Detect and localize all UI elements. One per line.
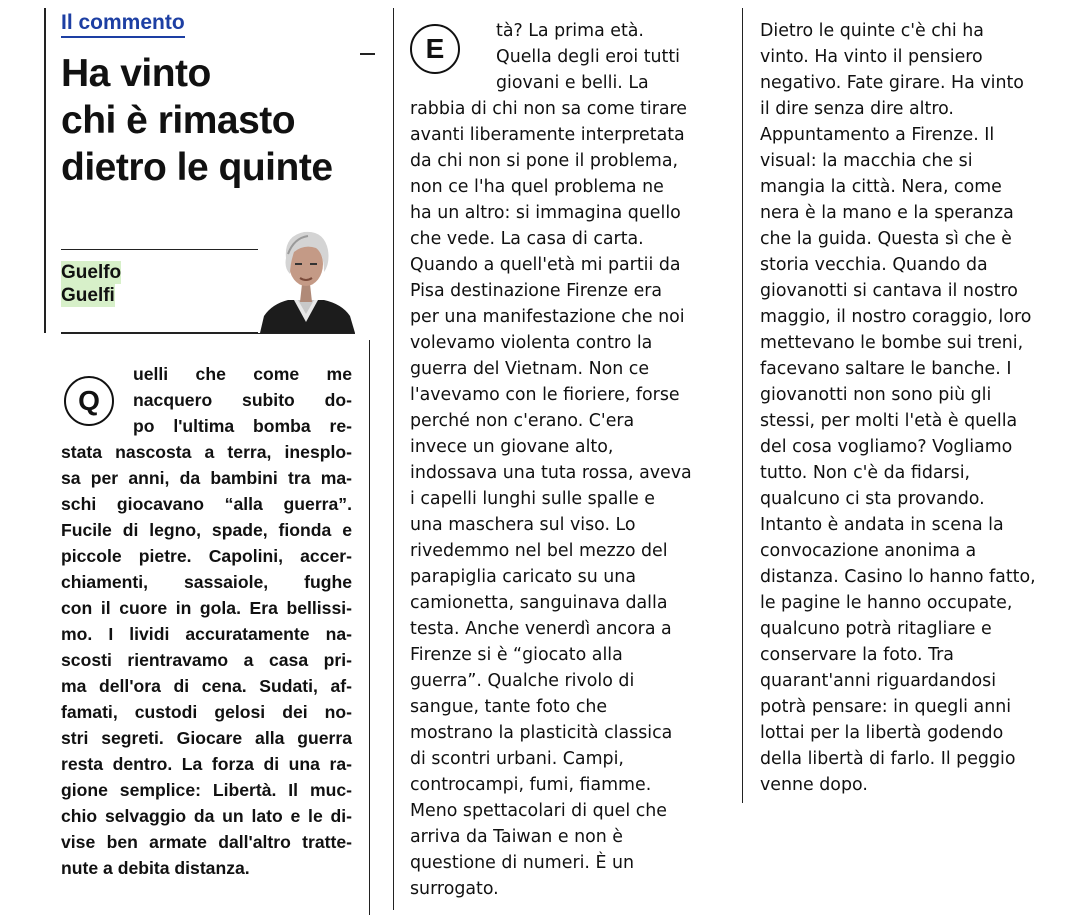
text-line: vinto. Ha vinto il pensiero xyxy=(760,47,983,67)
text-line: sangue, tante foto che xyxy=(410,697,608,717)
text-line: convocazione anonima a xyxy=(760,541,977,561)
text-line: Dietro le quinte c'è chi ha xyxy=(760,21,984,41)
text-line: il dire senza dire altro. xyxy=(760,99,954,119)
text-line: giovanotti non sono più gli xyxy=(760,385,992,405)
text-line: Pisa destinazione Firenze era xyxy=(410,281,663,301)
text-line: questione di numeri. È un xyxy=(410,853,635,873)
text-line: tutto. Non c'è da fidarsi, xyxy=(760,463,971,483)
text-line: rivedemmo nel bel mezzo del xyxy=(410,541,668,561)
text-line: nacquero subito do- xyxy=(133,390,352,410)
text-line: chiamenti, sassaiole, fughe xyxy=(61,572,352,592)
column-divider-3 xyxy=(742,8,743,803)
column-divider-2 xyxy=(393,8,394,910)
headline-line: Ha vinto xyxy=(61,52,211,95)
text-line: famati, custodi gelosi dei no- xyxy=(61,702,352,722)
text-line: Quella degli eroi tutti xyxy=(496,47,681,67)
text-line: stessi, per molti l'età è quella xyxy=(760,411,1018,431)
text-line: mangia la città. Nera, come xyxy=(760,177,1002,197)
header-dash xyxy=(360,53,375,55)
author-last-name: Guelfi xyxy=(61,285,115,306)
text-line: i capelli lunghi sulle spalle e xyxy=(410,489,655,509)
text-line: sa per anni, da bambini tra ma- xyxy=(61,468,352,488)
text-line: le pagine le hanno occupate, xyxy=(760,593,1013,613)
text-line: vise ben armate dall'altro tratte- xyxy=(61,832,352,852)
text-line: arriva da Taiwan e non è xyxy=(410,827,623,847)
text-line: invece un giovane alto, xyxy=(410,437,614,457)
text-line: testa. Anche venerdì ancora a xyxy=(410,619,672,639)
text-line: con il cuore in gola. Era bellissi- xyxy=(61,598,352,618)
text-line: qualcuno potrà ritagliare e xyxy=(760,619,992,639)
text-line: negativo. Fate girare. Ha vinto xyxy=(760,73,1024,93)
text-line: facevano saltare le banche. I xyxy=(760,359,1012,379)
text-line: l'avevamo con le fioriere, forse xyxy=(410,385,680,405)
header-left-rule xyxy=(44,8,46,333)
text-line: conservare la foto. Tra xyxy=(760,645,954,665)
text-line: Intanto è andata in scena la xyxy=(760,515,1004,535)
text-line: indossava una tuta rossa, aveva xyxy=(410,463,692,483)
article-column-3 xyxy=(760,18,1060,798)
text-line: maggio, il nostro coraggio, loro xyxy=(760,307,1032,327)
text-line: avanti liberamente interpretata xyxy=(410,125,685,145)
text-line: di scontri urbani. Campi, xyxy=(410,749,624,769)
text-line: gione semplice: Libertà. Il muc- xyxy=(61,780,352,800)
text-line: chio selvaggio da un lato e le di- xyxy=(61,806,352,826)
text-line: stri segreti. Giocare alla guerra xyxy=(61,728,352,748)
text-line: venne dopo. xyxy=(760,775,868,795)
text-line: Firenze si è “giocato alla xyxy=(410,645,623,665)
text-line: giovanotti si cantava il nostro xyxy=(760,281,1018,301)
text-line: guerra”. Qualche rivolo di xyxy=(410,671,635,691)
text-line: controcampi, fumi, fiamme. xyxy=(410,775,652,795)
text-line: che la guida. Questa sì che è xyxy=(760,229,1012,249)
text-line: stata nascosta a terra, inesplo- xyxy=(61,442,352,462)
article-column-2 xyxy=(496,18,731,96)
text-line: Appuntamento a Firenze. Il xyxy=(760,125,995,145)
text-line: Quando a quell'età mi partii da xyxy=(410,255,681,275)
text-line: ha un altro: si immagina quello xyxy=(410,203,681,223)
headline-line: chi è rimasto xyxy=(61,99,296,142)
dropcap-q: Q xyxy=(64,376,114,426)
text-line: distanza. Casino lo hanno fatto, xyxy=(760,567,1036,587)
text-line: mostrano la plasticità classica xyxy=(410,723,673,743)
text-line: giovani e belli. La xyxy=(496,73,649,93)
text-line: Meno spettacolari di quel che xyxy=(410,801,667,821)
text-line: una maschera sul viso. Lo xyxy=(410,515,636,535)
text-line: non ce l'ha quel problema ne xyxy=(410,177,664,197)
text-line: Fucile di legno, spade, fionda e xyxy=(61,520,352,540)
article-column-2-body xyxy=(410,96,732,902)
text-line: storia vecchia. Quando da xyxy=(760,255,988,275)
text-line: surrogato. xyxy=(410,879,499,899)
text-line: scosti rientravamo a casa pri- xyxy=(61,650,352,670)
article-column-1-body xyxy=(61,439,352,881)
text-line: quarant'anni riguardandosi xyxy=(760,671,997,691)
text-line: ma dell'ora di cena. Sudati, af- xyxy=(61,676,352,696)
column-divider-1 xyxy=(369,340,370,915)
text-line: schi giocavano “alla guerra”. xyxy=(61,494,352,514)
text-line: mo. I lividi accuratamente na- xyxy=(61,624,352,644)
text-line: volevamo violenta contro la xyxy=(410,333,653,353)
text-line: parapiglia caricato su una xyxy=(410,567,636,587)
text-line: camionetta, sanguinava dalla xyxy=(410,593,668,613)
section-kicker: Il commento xyxy=(61,10,185,38)
text-line: per una manifestazione che noi xyxy=(410,307,685,327)
text-line: che vede. La casa di carta. xyxy=(410,229,644,249)
text-line: perché non c'erano. C'era xyxy=(410,411,635,431)
text-line: uelli che come me xyxy=(133,364,352,384)
author-first-name: Guelfo xyxy=(61,262,122,283)
author-portrait xyxy=(258,224,355,333)
text-line: piccole pietre. Capolini, accer- xyxy=(61,546,352,566)
text-line: guerra del Vietnam. Non ce xyxy=(410,359,650,379)
text-line: qualcuno ci sta provando. xyxy=(760,489,985,509)
text-line: rabbia di chi non sa come tirare xyxy=(410,99,687,119)
text-line: visual: la macchia che si xyxy=(760,151,973,171)
text-line: lottai per la libertà godendo xyxy=(760,723,1004,743)
headline xyxy=(61,50,361,191)
text-line: po l'ultima bomba re- xyxy=(133,416,352,436)
text-line: nera è la mano e la speranza xyxy=(760,203,1014,223)
article-column-1 xyxy=(133,361,352,439)
text-line: resta dentro. La forza di una ra- xyxy=(61,754,352,774)
text-line: della libertà di farlo. Il peggio xyxy=(760,749,1016,769)
text-line: da chi non si pone il problema, xyxy=(410,151,679,171)
text-line: potrà pensare: in quegli anni xyxy=(760,697,1012,717)
text-line: mettevano le bombe sui treni, xyxy=(760,333,1024,353)
text-line: tà? La prima età. xyxy=(496,21,644,41)
text-line: del cosa vogliamo? Vogliamo xyxy=(760,437,1013,457)
text-line: nute a debita distanza. xyxy=(61,858,250,878)
author-name xyxy=(61,261,121,307)
headline-line: dietro le quinte xyxy=(61,146,333,189)
dropcap-e: E xyxy=(410,24,460,74)
